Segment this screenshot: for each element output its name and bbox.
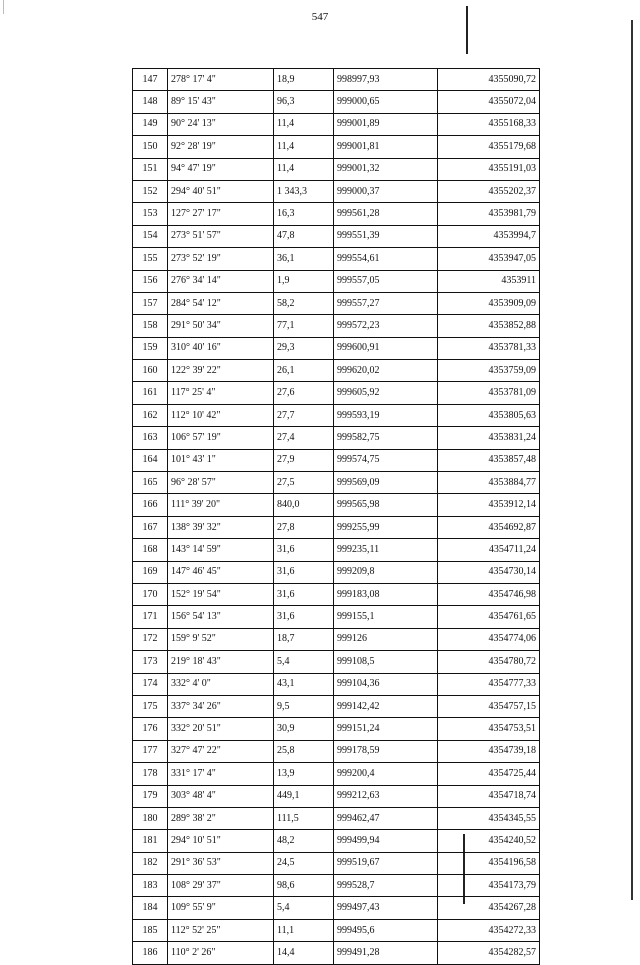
x-coordinate-cell: 999108,5 <box>334 651 438 673</box>
point-number-cell: 166 <box>133 494 168 516</box>
bearing-cell: 108° 29' 37" <box>168 875 274 897</box>
bearing-cell: 110° 2' 26" <box>168 942 274 964</box>
distance-cell: 48,2 <box>274 830 334 852</box>
x-coordinate-cell: 999572,23 <box>334 315 438 337</box>
bearing-cell: 294° 40' 51" <box>168 180 274 202</box>
y-coordinate-cell: 4354725,44 <box>438 763 540 785</box>
distance-cell: 30,9 <box>274 718 334 740</box>
distance-cell: 14,4 <box>274 942 334 964</box>
x-coordinate-cell: 999126 <box>334 628 438 650</box>
point-number-cell: 151 <box>133 158 168 180</box>
table-row <box>133 360 540 382</box>
distance-cell: 27,8 <box>274 516 334 538</box>
distance-cell: 13,9 <box>274 763 334 785</box>
distance-cell: 27,9 <box>274 449 334 471</box>
point-number-cell: 174 <box>133 673 168 695</box>
point-number-cell: 183 <box>133 875 168 897</box>
y-coordinate-cell: 4354267,28 <box>438 897 540 919</box>
table-row <box>133 91 540 113</box>
bearing-cell: 122° 39' 22" <box>168 360 274 382</box>
bearing-cell: 138° 39' 32" <box>168 516 274 538</box>
y-coordinate-cell: 4354746,98 <box>438 583 540 605</box>
table-row <box>133 919 540 941</box>
bearing-cell: 109° 55' 9" <box>168 897 274 919</box>
y-coordinate-cell: 4354711,24 <box>438 539 540 561</box>
bearing-cell: 273° 51' 57" <box>168 225 274 247</box>
table-row <box>133 136 540 158</box>
y-coordinate-cell: 4353911 <box>438 270 540 292</box>
y-coordinate-cell: 4353994,7 <box>438 225 540 247</box>
bearing-cell: 90° 24' 13" <box>168 113 274 135</box>
bearing-cell: 111° 39' 20" <box>168 494 274 516</box>
bearing-cell: 289° 38' 2" <box>168 807 274 829</box>
y-coordinate-cell: 4353781,09 <box>438 382 540 404</box>
point-number-cell: 175 <box>133 695 168 717</box>
point-number-cell: 156 <box>133 270 168 292</box>
bearing-cell: 147° 46' 45" <box>168 561 274 583</box>
distance-cell: 11,4 <box>274 113 334 135</box>
table-row <box>133 875 540 897</box>
point-number-cell: 158 <box>133 315 168 337</box>
y-coordinate-cell: 4353884,77 <box>438 472 540 494</box>
bearing-cell: 159° 9' 52" <box>168 628 274 650</box>
y-coordinate-cell: 4354753,51 <box>438 718 540 740</box>
x-coordinate-cell: 999104,36 <box>334 673 438 695</box>
distance-cell: 25,8 <box>274 740 334 762</box>
x-coordinate-cell: 999001,32 <box>334 158 438 180</box>
point-number-cell: 163 <box>133 427 168 449</box>
x-coordinate-cell: 999209,8 <box>334 561 438 583</box>
table-row <box>133 472 540 494</box>
distance-cell: 18,9 <box>274 69 334 91</box>
distance-cell: 449,1 <box>274 785 334 807</box>
bearing-cell: 127° 27' 17" <box>168 203 274 225</box>
bearing-cell: 291° 36' 53" <box>168 852 274 874</box>
distance-cell: 24,5 <box>274 852 334 874</box>
y-coordinate-cell: 4355191,03 <box>438 158 540 180</box>
scan-artifact-line <box>3 0 4 14</box>
x-coordinate-cell: 999178,59 <box>334 740 438 762</box>
y-coordinate-cell: 4355168,33 <box>438 113 540 135</box>
table-row <box>133 763 540 785</box>
point-number-cell: 181 <box>133 830 168 852</box>
y-coordinate-cell: 4354345,55 <box>438 807 540 829</box>
table-row <box>133 292 540 314</box>
scan-artifact-line <box>466 6 468 54</box>
y-coordinate-cell: 4353981,79 <box>438 203 540 225</box>
point-number-cell: 179 <box>133 785 168 807</box>
distance-cell: 36,1 <box>274 248 334 270</box>
table-row <box>133 695 540 717</box>
bearing-cell: 101° 43' 1" <box>168 449 274 471</box>
distance-cell: 47,8 <box>274 225 334 247</box>
table-row <box>133 628 540 650</box>
table-row <box>133 718 540 740</box>
table-row <box>133 270 540 292</box>
distance-cell: 5,4 <box>274 897 334 919</box>
point-number-cell: 157 <box>133 292 168 314</box>
x-coordinate-cell: 999462,47 <box>334 807 438 829</box>
x-coordinate-cell: 999582,75 <box>334 427 438 449</box>
table-row <box>133 113 540 135</box>
x-coordinate-cell: 999151,24 <box>334 718 438 740</box>
table-row <box>133 404 540 426</box>
y-coordinate-cell: 4354774,06 <box>438 628 540 650</box>
y-coordinate-cell: 4355072,04 <box>438 91 540 113</box>
x-coordinate-cell: 999142,42 <box>334 695 438 717</box>
x-coordinate-cell: 999557,27 <box>334 292 438 314</box>
bearing-cell: 156° 54' 13" <box>168 606 274 628</box>
y-coordinate-cell: 4353831,24 <box>438 427 540 449</box>
x-coordinate-cell: 999000,37 <box>334 180 438 202</box>
table-row <box>133 158 540 180</box>
x-coordinate-cell: 999155,1 <box>334 606 438 628</box>
distance-cell: 1 343,3 <box>274 180 334 202</box>
coordinates-table <box>132 68 540 965</box>
y-coordinate-cell: 4353909,09 <box>438 292 540 314</box>
point-number-cell: 170 <box>133 583 168 605</box>
x-coordinate-cell: 999000,65 <box>334 91 438 113</box>
y-coordinate-cell: 4353947,05 <box>438 248 540 270</box>
bearing-cell: 89° 15' 43" <box>168 91 274 113</box>
y-coordinate-cell: 4354272,33 <box>438 919 540 941</box>
point-number-cell: 154 <box>133 225 168 247</box>
point-number-cell: 149 <box>133 113 168 135</box>
point-number-cell: 171 <box>133 606 168 628</box>
bearing-cell: 332° 4' 0" <box>168 673 274 695</box>
table-row <box>133 382 540 404</box>
table-row <box>133 673 540 695</box>
bearing-cell: 219° 18' 43" <box>168 651 274 673</box>
point-number-cell: 147 <box>133 69 168 91</box>
point-number-cell: 172 <box>133 628 168 650</box>
table-row <box>133 651 540 673</box>
y-coordinate-cell: 4354240,52 <box>438 830 540 852</box>
table-row <box>133 539 540 561</box>
point-number-cell: 162 <box>133 404 168 426</box>
y-coordinate-cell: 4354761,65 <box>438 606 540 628</box>
point-number-cell: 185 <box>133 919 168 941</box>
point-number-cell: 152 <box>133 180 168 202</box>
point-number-cell: 180 <box>133 807 168 829</box>
x-coordinate-cell: 999551,39 <box>334 225 438 247</box>
point-number-cell: 176 <box>133 718 168 740</box>
x-coordinate-cell: 999519,67 <box>334 852 438 874</box>
distance-cell: 9,5 <box>274 695 334 717</box>
distance-cell: 43,1 <box>274 673 334 695</box>
x-coordinate-cell: 999557,05 <box>334 270 438 292</box>
y-coordinate-cell: 4355179,68 <box>438 136 540 158</box>
y-coordinate-cell: 4354780,72 <box>438 651 540 673</box>
x-coordinate-cell: 999255,99 <box>334 516 438 538</box>
x-coordinate-cell: 998997,93 <box>334 69 438 91</box>
table-row <box>133 583 540 605</box>
point-number-cell: 182 <box>133 852 168 874</box>
bearing-cell: 112° 10' 42" <box>168 404 274 426</box>
point-number-cell: 153 <box>133 203 168 225</box>
x-coordinate-cell: 999183,08 <box>334 583 438 605</box>
bearing-cell: 117° 25' 4" <box>168 382 274 404</box>
y-coordinate-cell: 4355202,37 <box>438 180 540 202</box>
bearing-cell: 106° 57' 19" <box>168 427 274 449</box>
table-row <box>133 180 540 202</box>
bearing-cell: 276° 34' 14" <box>168 270 274 292</box>
y-coordinate-cell: 4353912,14 <box>438 494 540 516</box>
bearing-cell: 278° 17' 4" <box>168 69 274 91</box>
y-coordinate-cell: 4355090,72 <box>438 69 540 91</box>
y-coordinate-cell: 4354777,33 <box>438 673 540 695</box>
distance-cell: 18,7 <box>274 628 334 650</box>
table-row <box>133 897 540 919</box>
x-coordinate-cell: 999491,28 <box>334 942 438 964</box>
distance-cell: 27,5 <box>274 472 334 494</box>
bearing-cell: 96° 28' 57" <box>168 472 274 494</box>
distance-cell: 31,6 <box>274 561 334 583</box>
distance-cell: 31,6 <box>274 606 334 628</box>
x-coordinate-cell: 999235,11 <box>334 539 438 561</box>
table-row <box>133 69 540 91</box>
point-number-cell: 184 <box>133 897 168 919</box>
bearing-cell: 294° 10' 51" <box>168 830 274 852</box>
distance-cell: 27,7 <box>274 404 334 426</box>
bearing-cell: 327° 47' 22" <box>168 740 274 762</box>
distance-cell: 31,6 <box>274 539 334 561</box>
point-number-cell: 178 <box>133 763 168 785</box>
x-coordinate-cell: 999593,19 <box>334 404 438 426</box>
bearing-cell: 273° 52' 19" <box>168 248 274 270</box>
table-row <box>133 337 540 359</box>
table-row <box>133 248 540 270</box>
x-coordinate-cell: 999600,91 <box>334 337 438 359</box>
point-number-cell: 160 <box>133 360 168 382</box>
table-row <box>133 225 540 247</box>
coordinates-table-body <box>133 69 540 965</box>
y-coordinate-cell: 4354173,79 <box>438 875 540 897</box>
x-coordinate-cell: 999001,89 <box>334 113 438 135</box>
table-row <box>133 427 540 449</box>
y-coordinate-cell: 4354282,57 <box>438 942 540 964</box>
distance-cell: 16,3 <box>274 203 334 225</box>
table-row <box>133 740 540 762</box>
distance-cell: 5,4 <box>274 651 334 673</box>
point-number-cell: 186 <box>133 942 168 964</box>
distance-cell: 11,1 <box>274 919 334 941</box>
table-row <box>133 830 540 852</box>
point-number-cell: 155 <box>133 248 168 270</box>
distance-cell: 98,6 <box>274 875 334 897</box>
x-coordinate-cell: 999212,63 <box>334 785 438 807</box>
point-number-cell: 167 <box>133 516 168 538</box>
y-coordinate-cell: 4353805,63 <box>438 404 540 426</box>
table-row <box>133 494 540 516</box>
y-coordinate-cell: 4353857,48 <box>438 449 540 471</box>
point-number-cell: 150 <box>133 136 168 158</box>
point-number-cell: 177 <box>133 740 168 762</box>
distance-cell: 31,6 <box>274 583 334 605</box>
bearing-cell: 143° 14' 59" <box>168 539 274 561</box>
bearing-cell: 310° 40' 16" <box>168 337 274 359</box>
y-coordinate-cell: 4354757,15 <box>438 695 540 717</box>
distance-cell: 11,4 <box>274 136 334 158</box>
y-coordinate-cell: 4353759,09 <box>438 360 540 382</box>
y-coordinate-cell: 4354692,87 <box>438 516 540 538</box>
distance-cell: 29,3 <box>274 337 334 359</box>
scan-artifact-line <box>631 20 633 900</box>
x-coordinate-cell: 999554,61 <box>334 248 438 270</box>
x-coordinate-cell: 999620,02 <box>334 360 438 382</box>
distance-cell: 27,6 <box>274 382 334 404</box>
x-coordinate-cell: 999574,75 <box>334 449 438 471</box>
table-row <box>133 516 540 538</box>
y-coordinate-cell: 4353852,88 <box>438 315 540 337</box>
distance-cell: 77,1 <box>274 315 334 337</box>
x-coordinate-cell: 999565,98 <box>334 494 438 516</box>
distance-cell: 58,2 <box>274 292 334 314</box>
point-number-cell: 169 <box>133 561 168 583</box>
bearing-cell: 112° 52' 25" <box>168 919 274 941</box>
y-coordinate-cell: 4353781,33 <box>438 337 540 359</box>
point-number-cell: 173 <box>133 651 168 673</box>
point-number-cell: 165 <box>133 472 168 494</box>
x-coordinate-cell: 999497,43 <box>334 897 438 919</box>
point-number-cell: 168 <box>133 539 168 561</box>
x-coordinate-cell: 999528,7 <box>334 875 438 897</box>
point-number-cell: 161 <box>133 382 168 404</box>
x-coordinate-cell: 999605,92 <box>334 382 438 404</box>
bearing-cell: 331° 17' 4" <box>168 763 274 785</box>
y-coordinate-cell: 4354739,18 <box>438 740 540 762</box>
distance-cell: 111,5 <box>274 807 334 829</box>
y-coordinate-cell: 4354196,58 <box>438 852 540 874</box>
bearing-cell: 94° 47' 19" <box>168 158 274 180</box>
x-coordinate-cell: 999001,81 <box>334 136 438 158</box>
bearing-cell: 152° 19' 54" <box>168 583 274 605</box>
y-coordinate-cell: 4354718,74 <box>438 785 540 807</box>
bearing-cell: 337° 34' 26" <box>168 695 274 717</box>
bearing-cell: 284° 54' 12" <box>168 292 274 314</box>
distance-cell: 26,1 <box>274 360 334 382</box>
point-number-cell: 164 <box>133 449 168 471</box>
distance-cell: 96,3 <box>274 91 334 113</box>
table-row <box>133 807 540 829</box>
table-row <box>133 606 540 628</box>
bearing-cell: 303° 48' 4" <box>168 785 274 807</box>
bearing-cell: 332° 20' 51" <box>168 718 274 740</box>
y-coordinate-cell: 4354730,14 <box>438 561 540 583</box>
distance-cell: 840,0 <box>274 494 334 516</box>
table-row <box>133 561 540 583</box>
bearing-cell: 92° 28' 19" <box>168 136 274 158</box>
page-number: 547 <box>311 11 329 23</box>
distance-cell: 1,9 <box>274 270 334 292</box>
distance-cell: 11,4 <box>274 158 334 180</box>
table-row <box>133 449 540 471</box>
table-row <box>133 203 540 225</box>
table-row <box>133 852 540 874</box>
x-coordinate-cell: 999499,94 <box>334 830 438 852</box>
x-coordinate-cell: 999561,28 <box>334 203 438 225</box>
table-row <box>133 785 540 807</box>
distance-cell: 27,4 <box>274 427 334 449</box>
point-number-cell: 148 <box>133 91 168 113</box>
table-row <box>133 942 540 964</box>
point-number-cell: 159 <box>133 337 168 359</box>
bearing-cell: 291° 50' 34" <box>168 315 274 337</box>
x-coordinate-cell: 999495,6 <box>334 919 438 941</box>
x-coordinate-cell: 999200,4 <box>334 763 438 785</box>
x-coordinate-cell: 999569,09 <box>334 472 438 494</box>
table-row <box>133 315 540 337</box>
